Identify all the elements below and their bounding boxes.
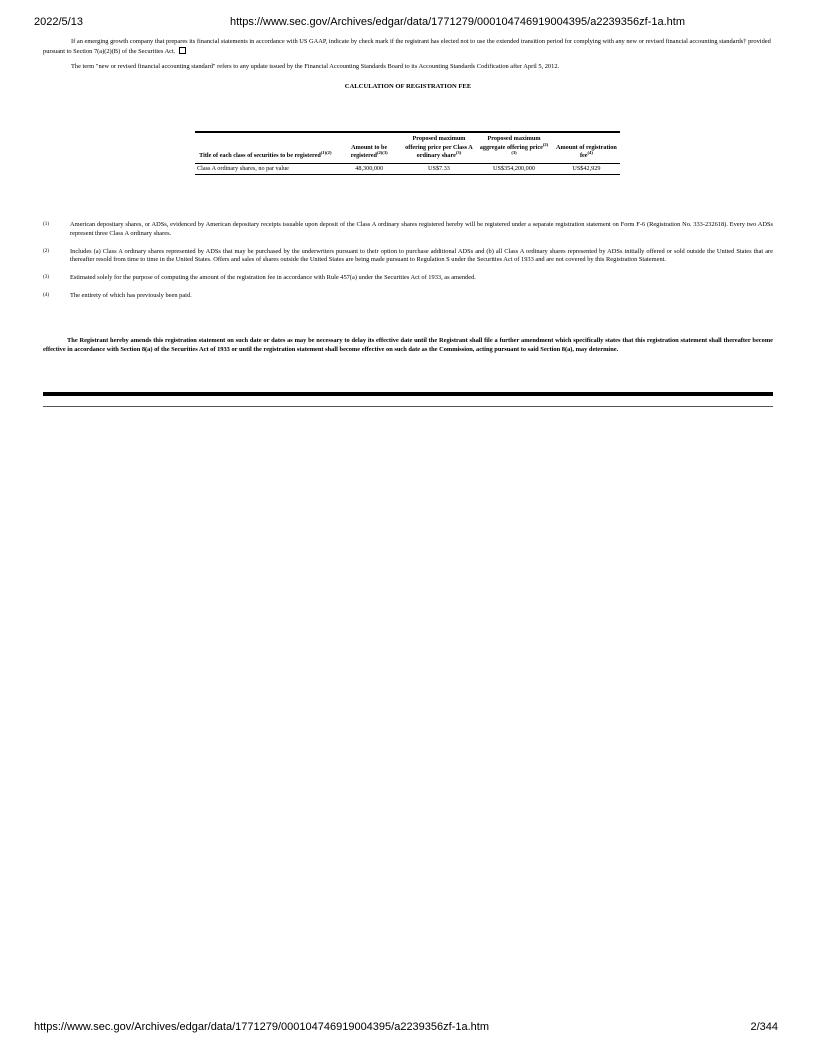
egc-paragraph bbox=[43, 38, 773, 57]
section-divider-thick bbox=[43, 392, 773, 396]
footnote-text: Includes (a) Class A ordinary shares represented by ADSs that may be purchased by the underwriters pursuant to their option to purchase additional ADSs and (b) all Class A ordinary shares represented by ADSs initially offered or sold outside the United States that are thereafter resold from time to time in the United States. Offers and sales of shares outside the United States are being made pursuant to Regulation S under the Securities Act of 1933 and are not covered by this Registration Statement. bbox=[70, 247, 773, 264]
footnote-text: Estimated solely for the purpose of computing the amount of the registration fee in accordance with Rule 457(a) under the Securities Act of 1933, as amended. bbox=[70, 274, 476, 282]
footnote bbox=[43, 292, 773, 301]
footnote-number: (4) bbox=[43, 291, 50, 298]
header-amount-registered: Amount to be registered$^{(2)(3)}$ bbox=[336, 132, 403, 163]
footnote-number: (2) bbox=[43, 247, 50, 254]
header-title-of-class: Title of each class of securities to be registered$^{(1)(2)}$ bbox=[195, 132, 336, 163]
checkbox-icon bbox=[179, 47, 186, 54]
cell-fee: US$42,929 bbox=[553, 163, 620, 175]
page-number: 2/344 bbox=[750, 1021, 778, 1033]
cell-aggregate-price: US$354,200,000 bbox=[475, 163, 553, 175]
footnote-number: (3) bbox=[43, 274, 50, 281]
print-url: https://www.sec.gov/Archives/edgar/data/1771279/000104746919004395/a2239356zf-1a.htm bbox=[230, 16, 685, 28]
footnote-text: The entirety of which has previously been paid. bbox=[70, 291, 192, 299]
registration-fee-table bbox=[195, 131, 620, 175]
header-max-offering-price: Proposed maximum offering price per Class A ordinary share$^{(3)}$ bbox=[403, 132, 475, 163]
footnote bbox=[43, 274, 773, 283]
calc-title: CALCULATION OF REGISTRATION FEE bbox=[344, 83, 472, 91]
footnote-text: American depositary shares, or ADSs, evidenced by American depositary receipts issuable upon deposit of the Class A ordinary shares registered hereby will be registered under a separate registration statement on Form F-6 (Registration No. 333-232618). Every two ADSs represent three Class A ordinary shares. bbox=[70, 221, 773, 237]
cell-class: Class A ordinary shares, no par value bbox=[195, 163, 336, 175]
section-divider-thin bbox=[43, 406, 773, 407]
egc-text: If an emerging growth company that prepares its financial statements in accordance with US GAAP, indicate by check mark if the registrant has elected not to use the extended transition period for complying with any new or revised financial accounting standards† provided pursuant to Section 7(a)(2)(B) of the Securities Act. bbox=[43, 38, 771, 55]
delaying-amendment-paragraph: The Registrant hereby amends this registration statement on such date or dates as may be necessary to delay its effective date until the Registrant shall file a further amendment which specifically states that this registration statement shall thereafter become effective in accordance with Section 8(a) of the Securities Act of 1933 or until the registration statement shall become effective on such date as the Commission, acting pursuant to said Section 8(a), may determine. bbox=[43, 337, 773, 353]
header-registration-fee: Amount of registration fee$^{(4)}$ bbox=[553, 132, 620, 163]
footnote-number: (1) bbox=[43, 221, 50, 227]
definition-paragraph: The term "new or revised financial accounting standard" refers to any update issued by the Financial Accounting Standards Board to its Accounting Standards Codification after April 5, 2012. bbox=[71, 62, 560, 70]
footnotes bbox=[43, 221, 773, 310]
footnote bbox=[43, 248, 773, 266]
table-header-row bbox=[195, 132, 620, 163]
header-max-aggregate-price: Proposed maximum aggregate offering price$^{(2)(3)}$ bbox=[475, 132, 553, 163]
print-date: 2022/5/13 bbox=[34, 16, 83, 28]
footer-url: https://www.sec.gov/Archives/edgar/data/1771279/000104746919004395/a2239356zf-1a.htm bbox=[34, 1021, 489, 1033]
footnote bbox=[43, 221, 773, 239]
cell-price-per-share: US$7.33 bbox=[403, 163, 475, 175]
table-row bbox=[195, 163, 620, 175]
cell-amount: 48,300,000 bbox=[336, 163, 403, 175]
document-content bbox=[43, 38, 773, 353]
